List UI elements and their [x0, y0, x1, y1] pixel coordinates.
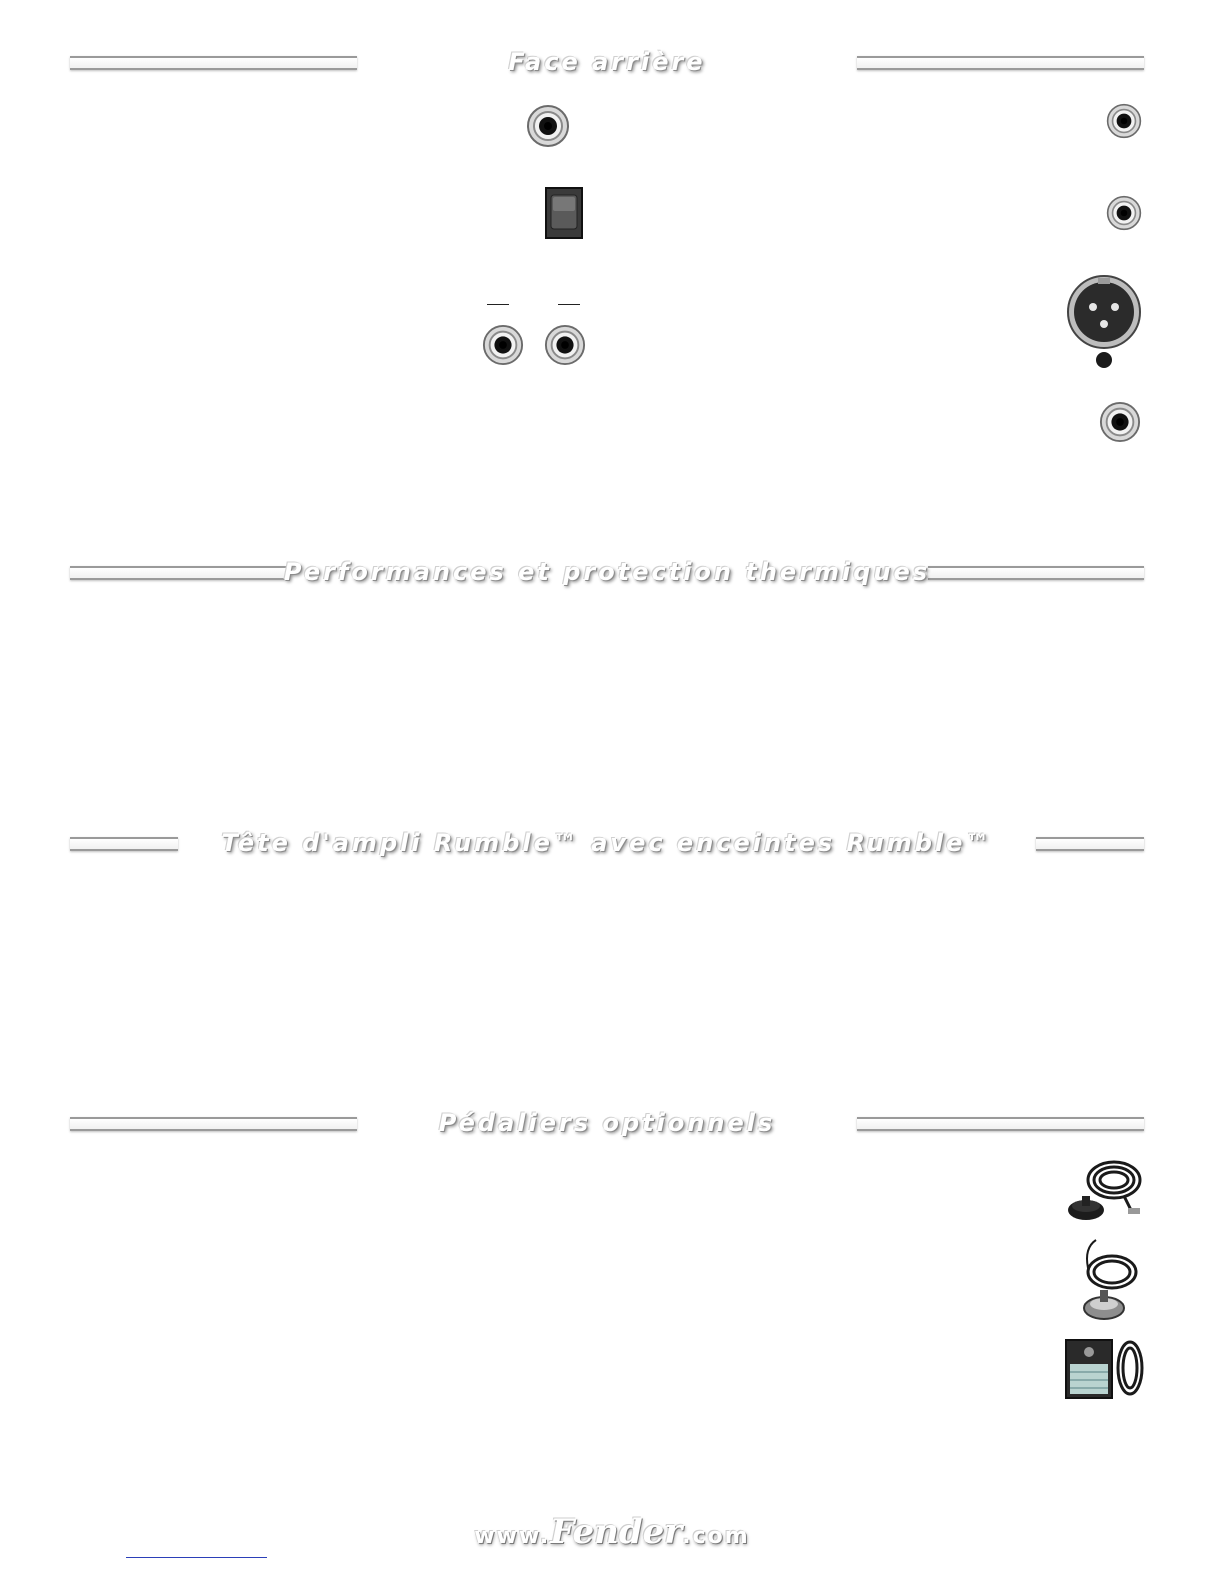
quarter-inch-jack-icon — [544, 324, 586, 366]
quarter-inch-jack-icon — [1099, 401, 1141, 443]
jack-label-tick — [487, 304, 509, 305]
single-footswitch-icon — [1076, 1238, 1140, 1320]
quarter-inch-jack-icon — [1106, 195, 1142, 231]
footer — [0, 1512, 1224, 1556]
quarter-inch-jack-icon — [526, 104, 570, 148]
ground-lift-button-icon — [1096, 352, 1112, 368]
jack-label-tick — [558, 304, 580, 305]
hyperlink-underline[interactable] — [126, 1557, 267, 1558]
website-url[interactable] — [474, 1512, 749, 1552]
section-title-footswitches: Pédaliers optionnels — [438, 1109, 776, 1137]
section-header-head-cabinets — [70, 831, 1144, 861]
section-header-footswitches — [70, 1111, 1144, 1141]
brand-logo: Fender — [550, 1512, 683, 1552]
url-suffix: .com — [682, 1524, 750, 1549]
section-title-rear-panel: Face arrière — [508, 48, 706, 76]
section-header-rear-panel — [70, 50, 1144, 80]
section-title-head-cabinets: Tête d'ampli Rumble™ avec enceintes Rumble™ — [221, 829, 993, 857]
quarter-inch-jack-icon — [1106, 103, 1142, 139]
url-prefix: www. — [474, 1524, 551, 1549]
power-rocker-switch-icon — [545, 187, 583, 239]
section-title-thermal: Performances et protection thermiques — [283, 558, 931, 586]
single-footswitch-icon — [1062, 1156, 1146, 1222]
section-header-thermal — [70, 560, 1144, 590]
xlr-connector-icon — [1066, 274, 1142, 350]
dual-footswitch-icon — [1064, 1338, 1146, 1400]
quarter-inch-jack-icon — [482, 324, 524, 366]
